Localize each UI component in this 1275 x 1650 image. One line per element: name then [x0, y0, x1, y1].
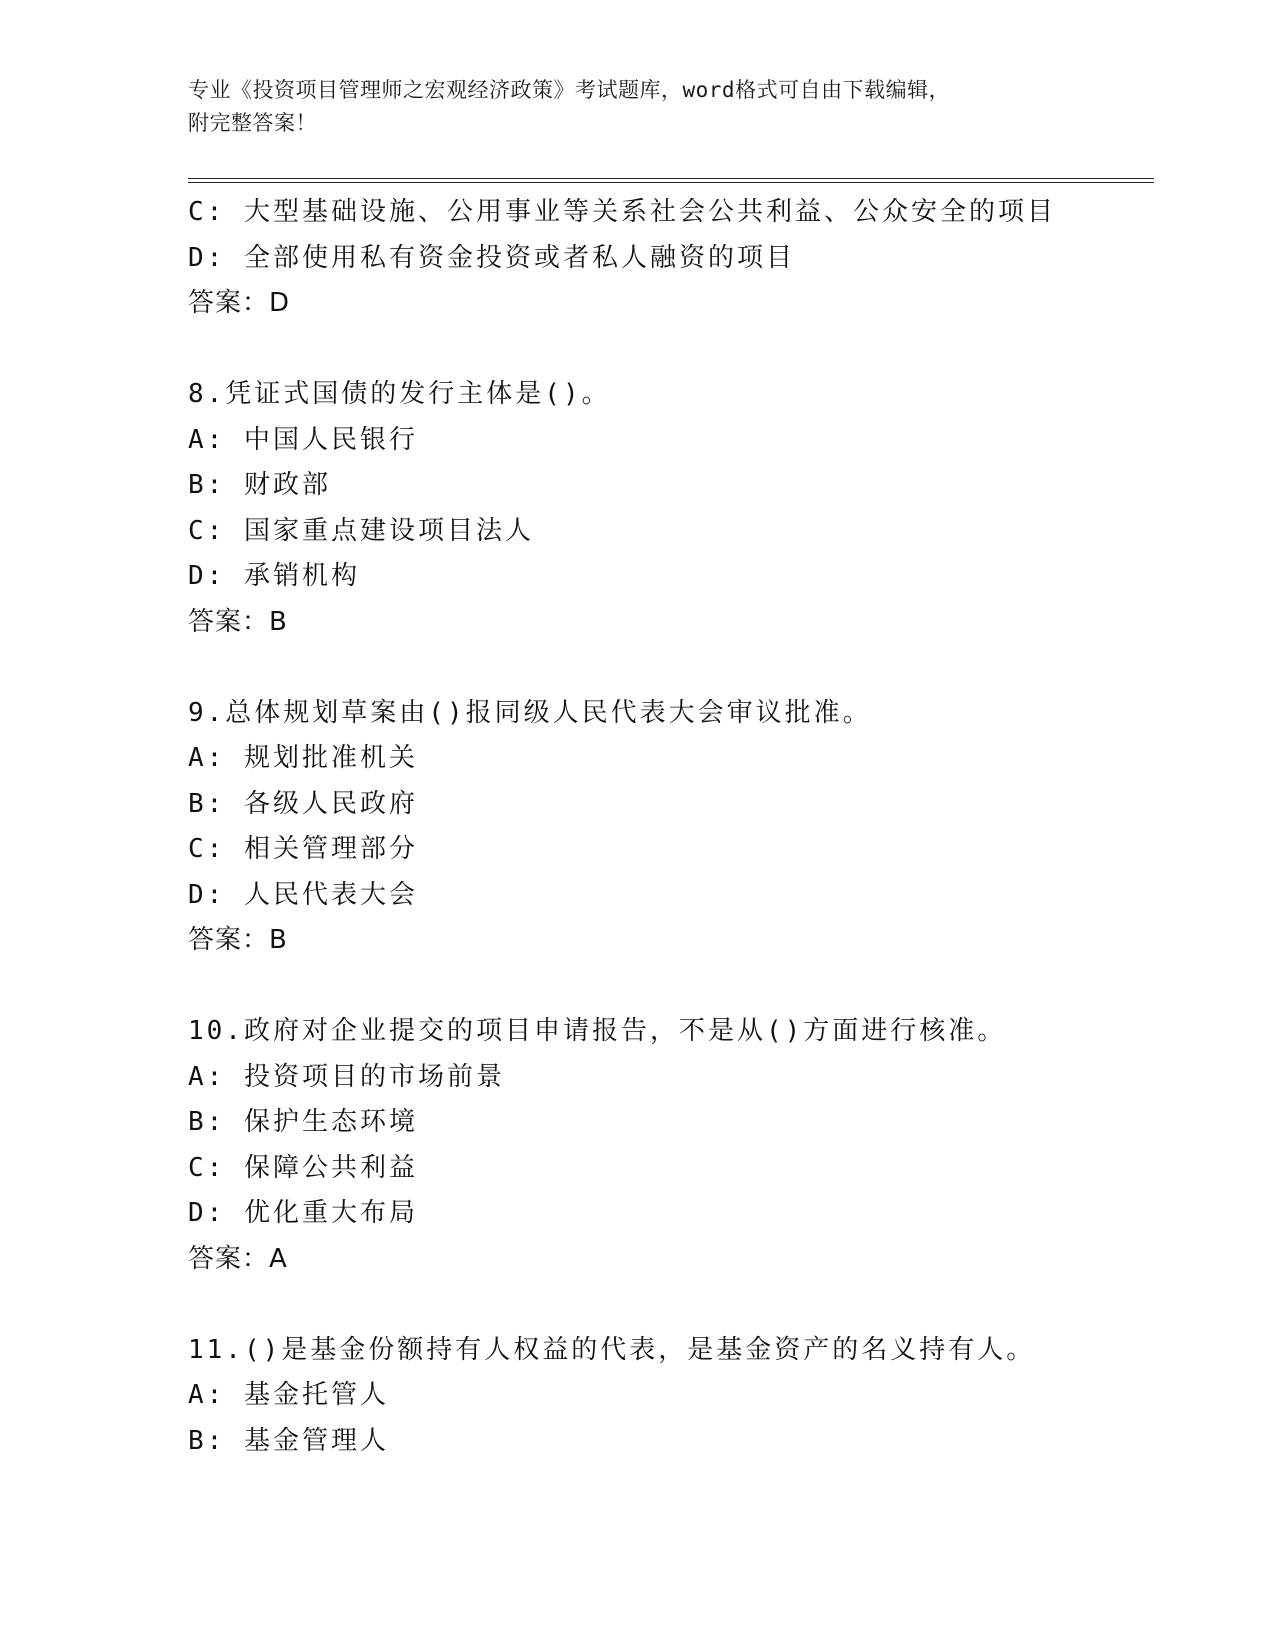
- option-d: D: 全部使用私有资金投资或者私人融资的项目: [188, 242, 795, 273]
- question-stem: 10.政府对企业提交的项目申请报告，不是从()方面进行核准。: [188, 1016, 1007, 1046]
- option-b: B: 基金管理人: [188, 1425, 389, 1456]
- option-d: D: 人民代表大会: [188, 879, 418, 910]
- header-line-2: 附完整答案！: [188, 111, 317, 135]
- answer: 答案：B: [188, 606, 288, 637]
- spacer: [188, 645, 1148, 691]
- question-list: [188, 190, 1148, 1464]
- option-a: A: 投资项目的市场前景: [188, 1061, 505, 1092]
- question-stem: 8.凭证式国债的发行主体是()。: [188, 379, 611, 409]
- header-divider-top: [188, 178, 1154, 179]
- header-divider-bottom: [188, 182, 1154, 183]
- question-stem: 9.总体规划草案由()报同级人民代表大会审议批准。: [188, 697, 872, 728]
- answer: 答案：B: [188, 925, 288, 955]
- spacer: [188, 964, 1148, 1010]
- option-c: C: 国家重点建设项目法人: [188, 515, 534, 546]
- option-a: A: 规划批准机关: [188, 743, 418, 773]
- header-line-1: 专业《投资项目管理师之宏观经济政策》考试题库，word格式可自由下载编辑，: [188, 78, 951, 102]
- answer: 答案：A: [188, 1243, 288, 1274]
- option-c: C: 保障公共利益: [188, 1152, 418, 1183]
- spacer: [188, 1282, 1148, 1328]
- question-stem: 11.()是基金份额持有人权益的代表，是基金资产的名义持有人。: [188, 1334, 1036, 1365]
- document-header: [188, 74, 1068, 140]
- option-b: B: 各级人民政府: [188, 788, 418, 819]
- spacer: [188, 327, 1148, 373]
- option-b: B: 保护生态环境: [188, 1107, 418, 1137]
- answer: 答案：D: [188, 288, 291, 318]
- option-d: D: 承销机构: [188, 561, 360, 591]
- option-c: C: 相关管理部分: [188, 834, 418, 864]
- option-a: A: 中国人民银行: [188, 424, 418, 455]
- option-d: D: 优化重大布局: [188, 1198, 418, 1228]
- option-b: B: 财政部: [188, 470, 331, 500]
- option-a: A: 基金托管人: [188, 1380, 389, 1410]
- option-c: C: 大型基础设施、公用事业等关系社会公共利益、公众安全的项目: [188, 197, 1056, 227]
